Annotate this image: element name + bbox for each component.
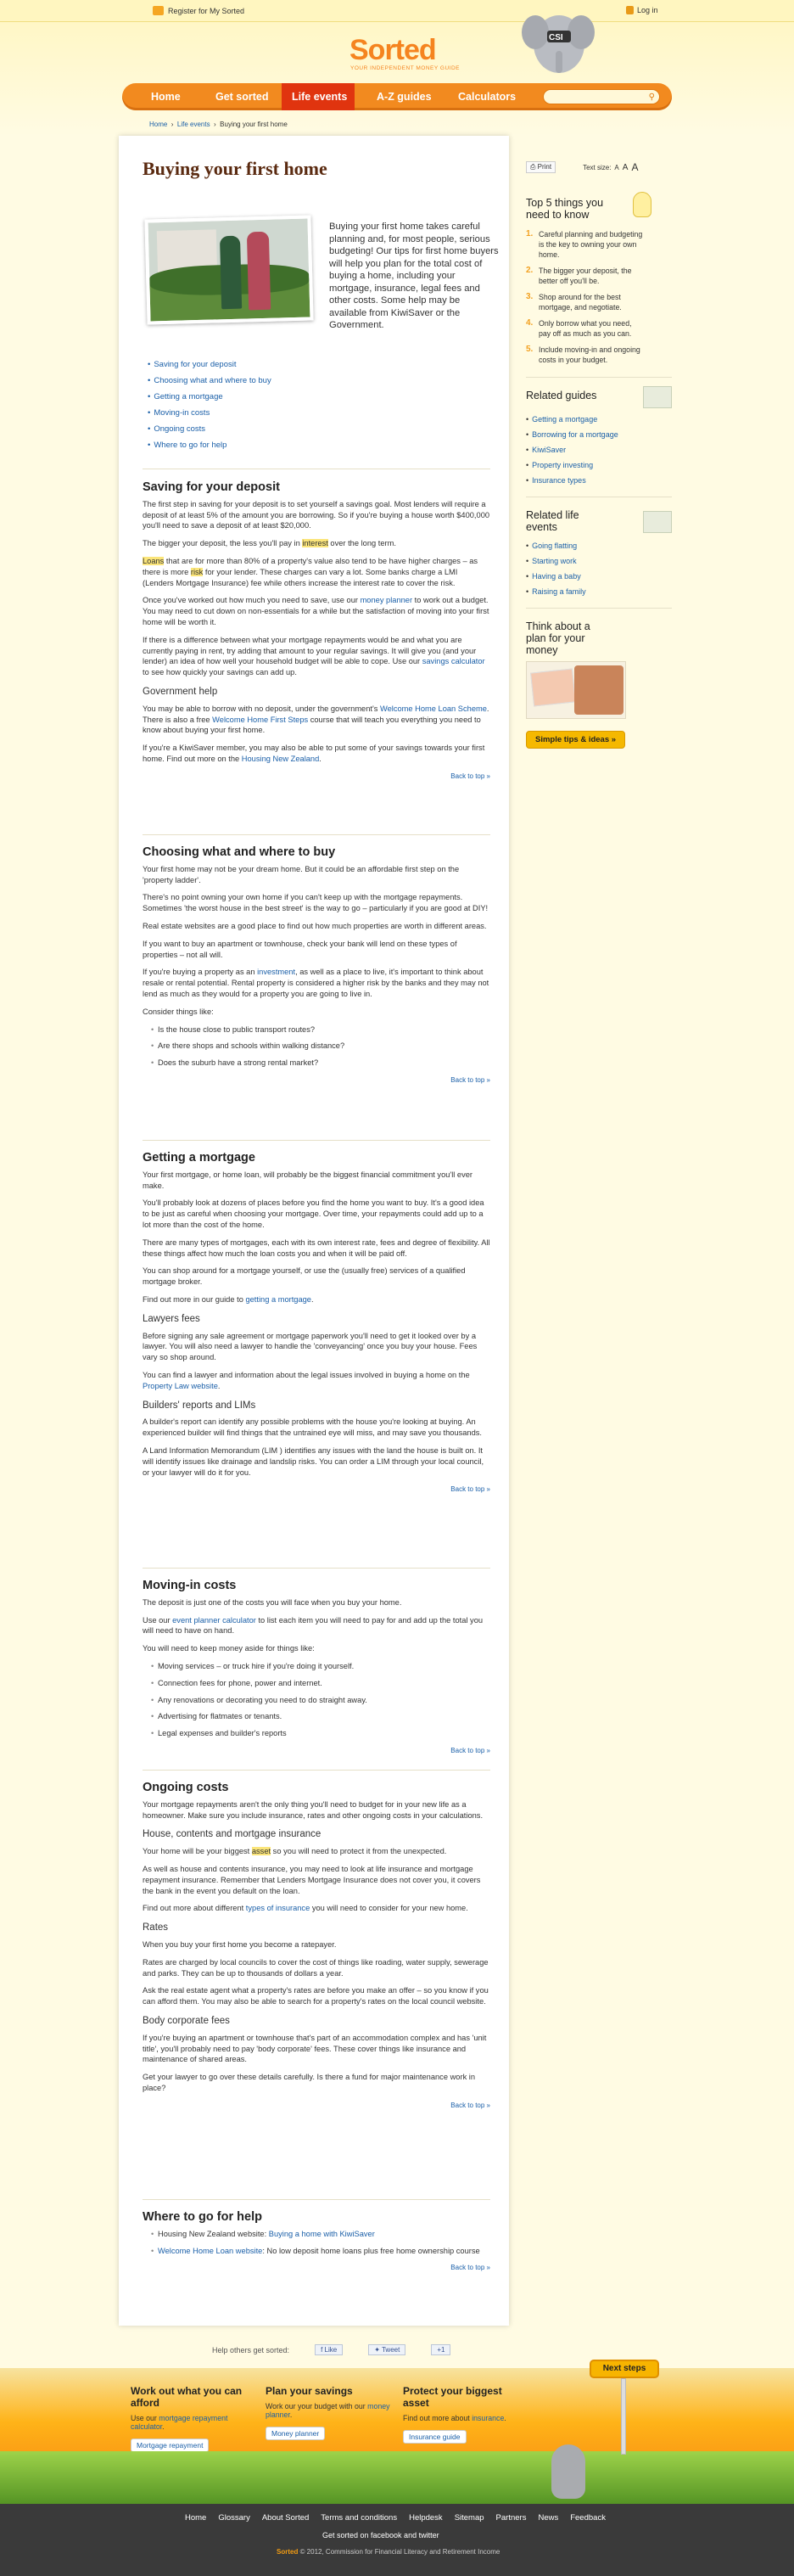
footer-col-title: Protect your biggest asset [403,2385,502,2409]
glossary-term[interactable]: asset [251,1847,271,1856]
welcome-home-website-link[interactable]: Welcome Home Loan website [158,2246,263,2255]
map-icon [643,386,672,408]
life-events-list [526,542,672,596]
paragraph: If there is a difference between what your mortgage repayments would be and what you are currently paying in rent, try adding that amount to your regular savings. It will give you (and your lender) an idea of how well your household budget will be able to cope. Use our savings calculator to see how quickly your savings can add up. [143,635,485,677]
plan-title: Think about a plan for your money [526,620,590,656]
list-item: • Legal expenses and builder's reports [151,1728,490,1739]
list-item: • Advertising for flatmates or tenants. [151,1711,490,1722]
login-link[interactable] [626,6,658,14]
section-moving-in [143,1580,490,1757]
register-icon [153,6,164,15]
footer-link[interactable]: Feedback [570,2513,606,2523]
footer-link[interactable]: Sitemap [454,2513,484,2523]
footer-col-title: Plan your savings [266,2385,353,2397]
text-size-small[interactable]: A [614,163,619,171]
toc-item[interactable]: • Getting a mortgage [148,392,223,401]
google-plus-button[interactable]: +1 [431,2344,450,2355]
breadcrumb-current: Buying your first home [220,121,288,128]
divider [143,834,490,835]
sign-post [621,2378,626,2455]
housing-nz-link[interactable]: Housing New Zealand [241,754,320,763]
paragraph: Find out more in our guide to getting a mortgage. [143,1294,314,1304]
paragraph: Get your lawyer to go over these details carefully. Is there a fund for major maintenance work in place? [143,2073,476,2092]
insurance-footer-link[interactable]: insurance [472,2414,505,2422]
paragraph: Your home will be your biggest asset so you will need to protect it from the unexpected. [143,1847,447,1856]
section-heading: Moving-in costs [143,1579,237,1592]
toc-item[interactable]: • Saving for your deposit [148,360,237,369]
section-heading: Ongoing costs [143,1781,229,1794]
social-bar [212,2344,568,2355]
insurance-guide-button[interactable]: Insurance guide [403,2430,467,2444]
list-item: • Connection fees for phone, power and internet. [151,1678,490,1689]
intro-text: Buying your first home takes careful planning and, for most people, serious budgeting! Our tips for first home buyers will help you plan for the total cost of buying a home, including your mortgage, insurance, legal fees and other costs. Some help may be available from KiwiSaver or the Government. [329,222,499,330]
list-item[interactable]: • Borrowing for a mortgage [526,430,618,439]
paragraph: You can shop around for a mortgage yourself, or use the (usually free) services of a qualified mortgage broker. [143,1266,466,1287]
section-heading: Choosing what and where to buy [143,845,336,859]
insurance-types-link[interactable]: types of insurance [245,1904,310,1913]
back-to-top-link[interactable]: Back to top » [450,2101,490,2109]
paragraph: There are many types of mortgages, each with its own interest rate, fees and degree of flexibility. All these things affect how much the loan costs you and when it will be paid off. [143,1237,490,1258]
text-size-label: Text size: [583,163,612,171]
list-item[interactable]: • Having a baby [526,572,581,581]
paragraph: You'll probably look at dozens of places before you find the home you want to buy. It's a good idea to be just as careful when choosing your mortgage. Over time, your repayments could add up to a lot more than the cost of the home. [143,1198,484,1229]
section-ongoing [143,1782,490,2112]
first-steps-link[interactable]: Welcome Home First Steps [212,715,309,724]
related-guides-box [526,390,672,485]
social-label: Help others get sorted: [212,2345,290,2354]
top-strip [0,0,794,22]
footer-col-text: Work our your budget with our money planner. [266,2402,390,2419]
list-item: 1. Careful planning and budgeting is the key to owning your own home. [526,229,643,259]
nav-a-z-guides[interactable]: A-Z guides [377,91,432,103]
toc-item[interactable]: • Choosing what and where to buy [148,376,271,385]
breadcrumb-life-events[interactable]: Life events [176,121,210,128]
register-label: Register for My Sorted [168,6,245,15]
register-link[interactable] [153,6,244,15]
mortgage-repayment-button[interactable]: Mortgage repayment [131,2439,209,2452]
paragraph: If you're buying a property as an investment, as well as a place to live, it's important to think about resale or rental potential. Rental property is considered a higher risk by the banks and they may not lend as much as they would for a property you are going to live in. [143,968,489,998]
paragraph: Consider things like: [143,1007,214,1016]
footer-links [185,2513,606,2523]
main-nav [122,83,672,110]
plan-image [526,661,626,719]
glossary-term[interactable]: interest [302,539,328,548]
nav-life-events[interactable]: Life events [292,91,348,103]
footer-link[interactable]: Glossary [218,2513,250,2523]
elephant-mascot-icon [515,2,600,83]
footer-link[interactable]: Terms and conditions [321,2513,398,2523]
section-heading: Where to go for help [143,2210,262,2224]
section-heading: Saving for your deposit [143,480,280,494]
money-planner-button[interactable]: Money planner [266,2427,325,2440]
paragraph: Once you've worked out how much you need to save, use our money planner to work out a budget. You may need to cut down on non-essentials for a while but the satisfaction of moving into your first home will be worth it. [143,596,489,626]
logo[interactable]: Sorted [349,34,436,66]
section-choosing [143,847,490,1086]
svg-text:CSI: CSI [549,33,563,42]
list-item[interactable]: • Going flatting [526,542,578,550]
list-item: • Housing New Zealand website: Buying a home with KiwiSaver [151,2229,490,2240]
list-item[interactable]: • Getting a mortgage [526,415,598,424]
footer-col-afford [131,2385,258,2452]
related-guides-title: Related guides [526,390,597,401]
sidebar [526,161,672,749]
getting-mortgage-link[interactable]: getting a mortgage [245,1294,311,1304]
related-guides-list [526,415,672,485]
footer-col-title: Work out what you can afford [131,2385,243,2409]
footer-link[interactable]: Helpdesk [409,2513,443,2523]
lock-icon [626,6,634,14]
paragraph: Your mortgage repayments aren't the only thing you'll need to budget for in your new life as a homeowner. Make sure you include insurance, rates and other ongoing costs in your calculations. [143,1799,484,1820]
subheading: Lawyers fees [143,1313,200,1324]
grass-decoration [0,2451,794,2509]
welcome-home-loan-link[interactable]: Welcome Home Loan Scheme [380,704,487,713]
section-mortgage [143,1153,490,1496]
breadcrumb-home[interactable]: Home [149,121,168,128]
money-planner-link[interactable]: money planner [360,596,413,605]
list-item: • Welcome Home Loan website: No low deposit home loans plus free home ownership course [151,2246,490,2257]
footer-col-savings [266,2385,393,2440]
list-item[interactable]: • Starting work [526,557,577,565]
list-item: • Are there shops and schools within walking distance? [151,1041,490,1052]
property-law-link[interactable]: Property Law website [143,1381,218,1390]
nav-get-sorted[interactable]: Get sorted [215,91,269,103]
paragraph: The first step in saving for your deposit is to set yourself a savings goal. Most lenders will require a deposit of at least 5% of the amount you are borrowing. So if you're buying a house worth $400,000 you'll need to save a deposit of at least $20,000. [143,499,490,530]
toc-item[interactable]: • Moving-in costs [148,408,210,418]
paragraph: If you want to buy an apartment or townhouse, check your bank will lend on these types of properties – not all will. [143,939,457,959]
divider [143,1770,490,1771]
list-item: • Does the suburb have a strong rental market? [151,1058,490,1069]
facebook-like-button[interactable]: f Like [315,2344,343,2355]
paragraph: The deposit is just one of the costs you will face when you buy your home. [143,1597,402,1607]
book-icon [643,511,672,533]
subheading: House, contents and mortgage insurance [143,1829,322,1840]
footer-link[interactable]: About Sorted [261,2513,310,2523]
footer-link[interactable]: News [538,2513,559,2523]
tweet-button[interactable]: ✦ Tweet [368,2344,405,2355]
nav-calculators[interactable]: Calculators [458,91,517,103]
toc-item[interactable]: • Ongoing costs [148,424,206,434]
back-to-top-link[interactable]: Back to top » [450,2264,490,2272]
paragraph: Find out more about different types of insurance you will need to consider for your new home. [143,1904,468,1913]
list-item: 5. Include moving-in and ongoing costs in your budget. [526,345,640,364]
nav-home[interactable]: Home [151,91,181,103]
mortgage-calc-link[interactable]: mortgage repayment calculator [131,2414,228,2431]
top5-list [526,229,672,365]
footer-link[interactable]: Partners [495,2513,527,2523]
paragraph: Before signing any sale agreement or mortgage paperwork you'll need to get it looked over by a lawyer. You will also need a lawyer to handle the 'conveyancing' once you buy your house. Fees vary so shop around. [143,1331,478,1362]
back-to-top-link[interactable]: Back to top » [450,1746,490,1754]
paragraph: Rates are charged by local councils to cover the cost of things like roading, water supply, sewerage and parks. They can be up to thousands of dollars a year. [143,1957,489,1978]
list-item: 3. Shop around for the best mortgage, and negotiate. [526,292,622,311]
footer-link[interactable]: Home [185,2513,207,2523]
paragraph: A builder's report can identify any possible problems with the house you're looking at buying. An experienced builder will find things that the untrained eye will miss, and may save you thousands. [143,1417,482,1438]
search-input[interactable] [543,89,660,104]
top5-title: Top 5 things you need to know [526,197,604,221]
elephant-mascot-footer-icon [551,2444,585,2499]
logo-tagline: YOUR INDEPENDENT MONEY GUIDE [350,65,460,71]
bullet-list [151,1661,490,1739]
divider [143,1140,490,1141]
life-events-title: Related life events [526,509,579,533]
paragraph: Use our event planner calculator to list each item you will need to pay for and add up the total you will need to have on hand. [143,1615,484,1636]
footer-col-text: Find out more about insurance. [403,2414,506,2422]
get-sorted-social[interactable]: Get sorted on facebook and twitter [322,2531,439,2540]
savings-calculator-link[interactable]: savings calculator [422,657,485,666]
section-help [143,2212,490,2274]
glossary-term[interactable]: risk [190,567,204,576]
footer-col-text: Use our mortgage repayment calculator. [131,2414,228,2431]
bullet-list [151,2229,490,2257]
list-item: 4. Only borrow what you need, pay off as much as you can. [526,318,632,338]
back-to-top-link[interactable]: Back to top » [450,1485,490,1494]
list-item: • Is the house close to public transport routes? [151,1024,490,1035]
paragraph: Your first mortgage, or home loan, will probably be the biggest financial commitment you'll ever make. [143,1170,472,1190]
top5-box [526,197,672,365]
page-title: Buying your first home [143,158,327,179]
paragraph: You can find a lawyer and information about the legal issues involved in buying a home on the Property Law website. [143,1370,470,1390]
back-to-top-link[interactable]: Back to top » [450,772,490,780]
login-label: Log in [637,6,658,14]
paragraph: Loans that are for more than 80% of a property's value also tend to be have higher charges – as there is more risk for your lender. These charges can vary a lot. Some banks charge a LMI (Lenders Mortgage Insurance) fee while others increase the interest rate to cover the risk. [143,556,478,587]
page-tools [526,161,672,173]
breadcrumb: Home › Life events › Buying your first home [149,121,288,128]
paragraph: When you buy your first home you become a ratepayer. [143,1939,337,1949]
text-size-large[interactable]: A [631,161,639,173]
paragraph: The bigger your deposit, the less you'll pay in interest over the long term. [143,539,396,548]
lightbulb-icon [633,192,651,217]
toc-item[interactable]: • Where to go for help [148,441,227,450]
paragraph: You will need to keep money aside for things like: [143,1644,315,1653]
paragraph: Ask the real estate agent what a property's rates are before you make an offer – so you know if you can afford them. You may also be able to search for a property's rates on the local council website. [143,1986,489,2006]
paragraph: You may be able to borrow with no deposit, under the government's Welcome Home Loan Scheme. There is also a free Welcome Home First Steps course that will teach you everything you need to know about buying your first home. [143,704,489,735]
paragraph: A Land Information Memorandum (LIM ) identifies any issues with the land the house is built on. It will identify issues like drainage and landslip risks. You can order a LIM through your local council, or your lawyer will do it for you. [143,1445,484,1477]
list-item: • Any renovations or decorating you need to do straight away. [151,1695,490,1706]
list-item[interactable]: • Insurance types [526,476,586,485]
footer-col-protect [403,2385,530,2444]
print-button[interactable]: ⎙ Print [526,161,556,173]
list-item[interactable]: • Property investing [526,461,594,469]
simple-tips-button[interactable]: Simple tips & ideas » [526,731,625,749]
bottom-footer [0,2504,794,2576]
life-events-box [526,509,672,596]
paragraph: Your first home may not be your dream home. But it could be an affordable first step on the 'property ladder'. [143,864,460,884]
list-item[interactable]: • Raising a family [526,587,586,596]
table-of-contents [148,360,271,457]
next-steps-sign: Next steps [590,2360,659,2378]
paragraph: There's no point owning your own home if you can't keep up with the mortgage repayments. Sometimes 'the worst house in the best street' is the way to go – particularly if you are good at DIY! [143,893,489,913]
subheading: Rates [143,1922,169,1933]
subheading: Builders' reports and LIMs [143,1400,256,1411]
event-planner-link[interactable]: event planner calculator [172,1615,256,1625]
divider [143,1568,490,1569]
copyright: Sorted © 2012, Commission for Financial Literacy and Retirement Income [277,2548,500,2556]
section-heading: Getting a mortgage [143,1151,255,1165]
plan-box [526,620,672,749]
back-to-top-link[interactable]: Back to top » [450,1075,490,1084]
subheading: Body corporate fees [143,2015,230,2026]
list-item: 2. The bigger your deposit, the better off you'll be. [526,266,632,285]
money-planner-footer-link[interactable]: money planner [266,2402,390,2419]
list-item: • Moving services – or truck hire if you're doing it yourself. [151,1661,490,1672]
kiwisaver-home-link[interactable]: Buying a home with KiwiSaver [268,2229,375,2238]
paragraph: As well as house and contents insurance, you may need to look at life insurance and mortgage repayment insurance. Remember that Lenders Mortgage Insurance does not cover you, it covers the bank in the event you default on the loan. [143,1864,481,1895]
list-item[interactable]: • KiwiSaver [526,446,567,454]
paragraph: If you're a KiwiSaver member, you may also be able to put some of your savings towards your first home. Find out more on the Housing New Zealand. [143,744,485,763]
paragraph: Real estate websites are a good place to find out how much properties are worth in different areas. [143,921,487,930]
text-size-medium[interactable]: A [622,162,629,172]
subheading: Government help [143,686,218,697]
glossary-term[interactable]: Loans [143,556,165,565]
investment-link[interactable]: investment [257,968,296,977]
paragraph: If you're buying an apartment or townhouse that's part of an accommodation complex and has 'unit title', you'll probably need to pay 'body corporate' fees. These cover things like insurance and maintenance of shared areas. [143,2033,487,2064]
family-photo [144,215,313,324]
search-icon[interactable]: ⚲ [648,93,655,102]
bullet-list [151,1024,490,1069]
section-saving [143,482,490,783]
divider [143,2199,490,2200]
